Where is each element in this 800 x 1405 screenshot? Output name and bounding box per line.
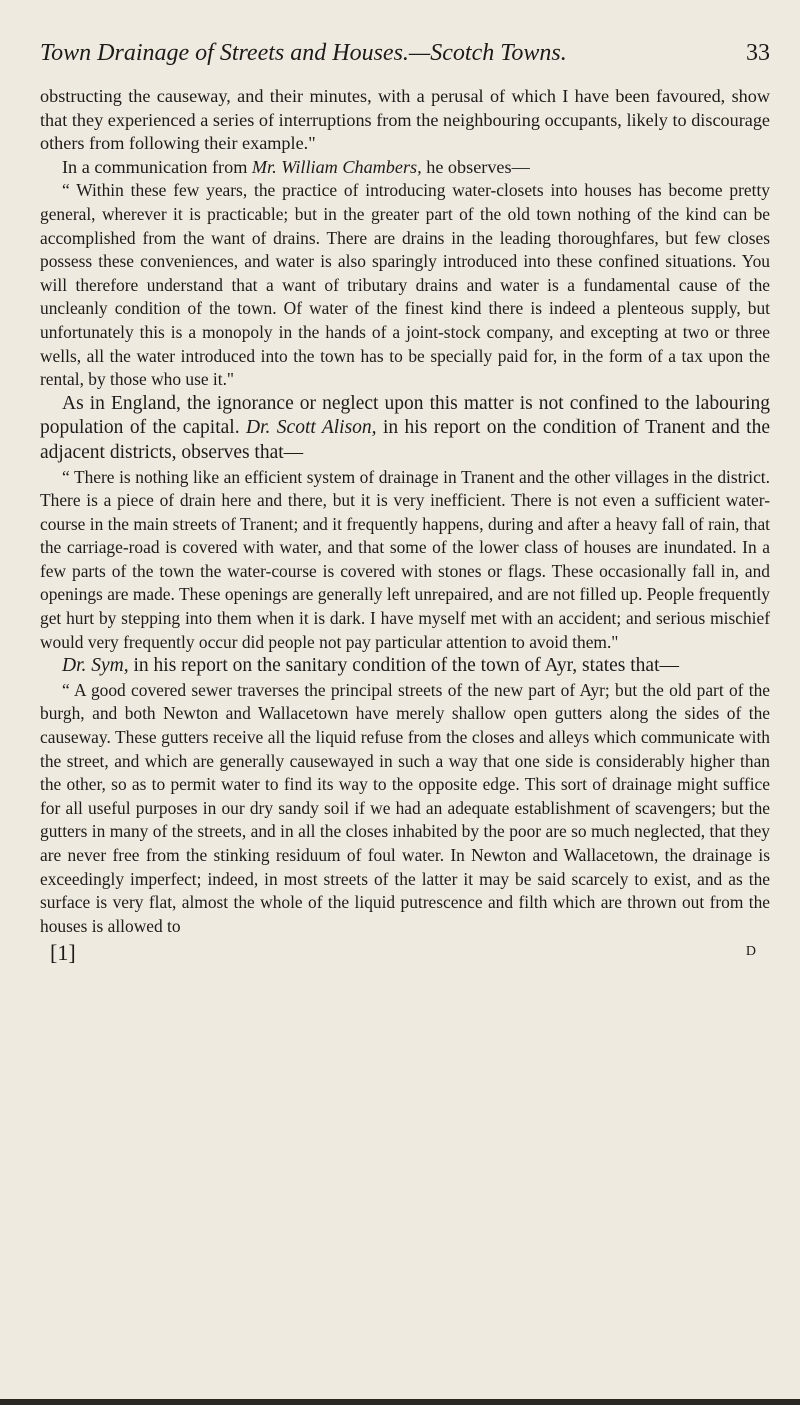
author-sym: Dr. Sym, [62, 655, 129, 677]
intro-chambers [40, 156, 770, 180]
intro-chambers-before: In a communication from [62, 156, 252, 177]
author-alison: Dr. Scott Alison, [245, 417, 377, 439]
intro-alison-after: in his report on the condition of Tranent and the adjacent districts, observes that— [40, 417, 770, 463]
intro-alison [40, 392, 770, 466]
quote-chambers: “ Within these few years, the practice of introducing water-closets into houses has become pretty general, wherever it is practicable; but in the greater part of the old town nothing of the kind can be accomplished from the want of drains. There are drains in the leading thoroughfares, but few closes possess these conveniences, and water is also sparingly introduced into these confined situations. You will therefore understand that a want of tributary drains and water is a fundamental cause of the uncleanly condition of the town. Of water of the finest kind there is indeed a plenteous supply, but unfortunately this is a monopoly in the hands of a joint-stock company, and excepting at two or three wells, all the water introduced into the town has to be specially paid for, in the form of a tax upon the rental, by those who use it." [40, 180, 770, 390]
intro-sym [40, 654, 770, 679]
intro-alison-before: As in England, the ignorance or neglect upon this matter is not confined to the labouring population of the capital. [40, 392, 770, 439]
quote-sym: “ A good covered sewer traverses the principal streets of the new part of Ayr; but the old part of the burgh, and both Newton and Wallacetown have merely shallow open gutters along the sides of the causeway. These gutters receive all the liquid refuse from the closes and alleys which communicate with the street, and which are generally causewayed in such a way that one side is considerably higher than the other, so as to permit water to find its way to the opposite edge. This sort of drainage might suffice for all useful purposes in our dry sandy soil if we had an adequate establishment of scavengers; but the gutters in many of the streets, and in all the closes inhabited by the poor are so much neglected, that they are never free from the stinking residuum of foul water. In Newton and Wallacetown, the drainage is exceedingly imperfect; indeed, in most streets of the latter it may be said scarcely to exist, and as the surface is very flat, almost the whole of the liquid putrescence and filth which are thrown out from the houses is allowed to [40, 679, 770, 936]
page-body [40, 40, 770, 966]
running-head-title: Town Drainage of Streets and Houses.—Scotch Towns. [40, 40, 567, 66]
running-head [40, 40, 770, 67]
signature-number: [1] [50, 940, 76, 966]
author-chambers: Mr. William Chambers, [251, 156, 422, 177]
signature-letter: D [745, 944, 756, 960]
paragraph-continuation: obstructing the causeway, and their minutes, with a perusal of which I have been favoured, show that they experienced a series of interruptions from the neighbouring occupants, likely to discourage others from following their example." [40, 86, 770, 154]
intro-chambers-after: he observes— [421, 156, 530, 177]
quote-alison: “ There is nothing like an efficient system of drainage in Tranent and the other villages in the district. There is a piece of drain here and there, but it is very inefficient. There is not even a sufficient water-course in the main streets of Tranent; and it frequently happens, during and after a heavy fall of rain, that the carriage-road is covered with water, and that some of the lower class of houses are inundated. In a few parts of the town the water-course is covered with stones or flags. These occasionally fall in, and openings are made. These openings are generally left unrepaired, and are not filled up. People frequently get hurt by stepping into them when it is dark. I have myself met with an accident; and serious mischief would very frequently occur did people not pay particular attention to avoid them." [40, 466, 770, 652]
signature-line [40, 940, 770, 966]
intro-sym-after: in his report on the sanitary condition of the town of Ayr, states that— [128, 655, 679, 677]
page-bottom-edge [0, 1399, 800, 1405]
page-number: 33 [746, 40, 770, 66]
